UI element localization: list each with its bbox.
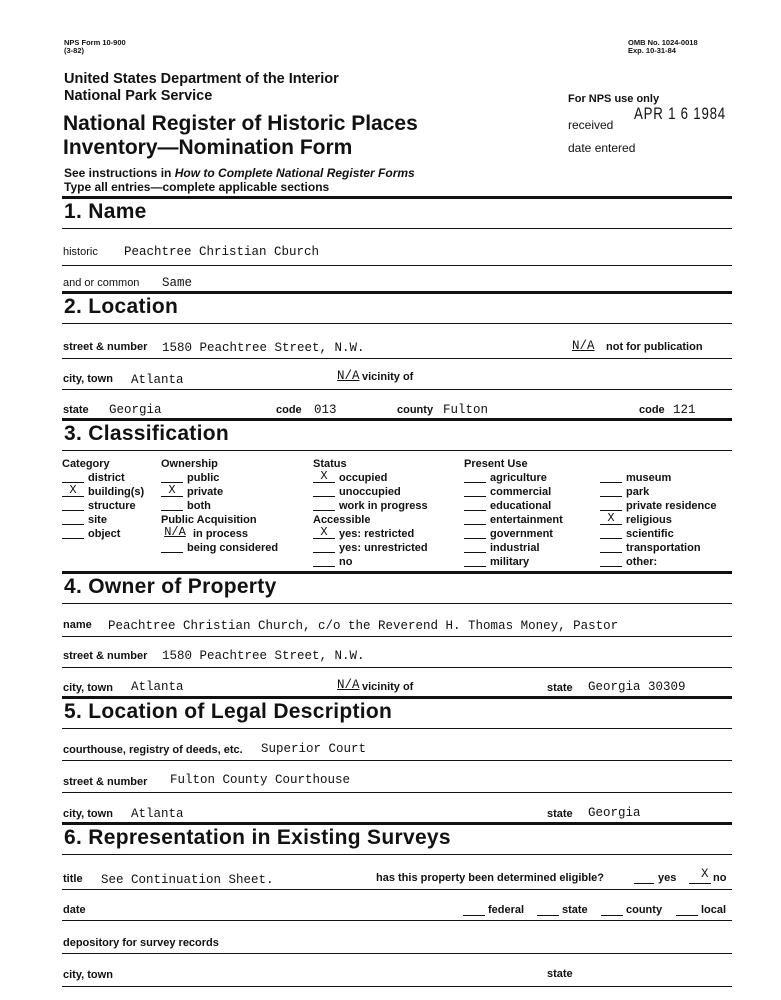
section1-heading-rule [62, 228, 732, 229]
historic-name-value: Peachtree Christian Cburch [124, 245, 320, 259]
option-label: yes: unrestricted [339, 542, 428, 554]
status-heading: Status [313, 458, 347, 470]
classification-option[interactable] [161, 541, 278, 555]
survey-city-rule [62, 986, 732, 987]
ownership-heading: Ownership [161, 458, 218, 470]
depository-label: depository for survey records [63, 937, 219, 949]
common-name-value: Same [162, 276, 193, 290]
classification-option[interactable] [600, 555, 717, 569]
section4-heading: 4. Owner of Property [64, 575, 277, 598]
not-for-publication-value: N/A [572, 339, 595, 353]
nps-use-only-label: For NPS use only [568, 93, 660, 105]
classification-option[interactable] [600, 471, 717, 485]
public-acquisition-heading: Public Acquisition [161, 514, 257, 526]
owner-vicinity-label: vicinity of [362, 681, 414, 693]
location-city-value: Atlanta [131, 373, 184, 387]
owner-name-rule [62, 636, 732, 637]
section5-top-rule [62, 696, 732, 699]
location-street-rule [62, 358, 732, 359]
option-label: park [626, 486, 650, 498]
eligible-no-label: no [713, 872, 727, 884]
location-county-label: county [397, 404, 434, 416]
section1-heading: 1. Name [64, 200, 147, 223]
option-label: government [490, 528, 553, 540]
owner-name-value: Peachtree Christian Church, c/o the Reverend H. Thomas Money, Pastor [108, 619, 619, 633]
option-label: other: [626, 556, 658, 568]
location-county-code-label: code [639, 404, 665, 416]
location-city-label: city, town [63, 373, 113, 385]
legal-state-value: Georgia [588, 806, 641, 820]
classification-option[interactable] [600, 513, 717, 527]
section6-top-rule [62, 822, 732, 825]
location-street-value: 1580 Peachtree Street, N.W. [162, 341, 365, 355]
received-label: received [568, 118, 614, 132]
classification-option[interactable] [313, 485, 428, 499]
section2-heading-rule [62, 323, 732, 324]
classification-option[interactable] [464, 555, 563, 569]
present-use-column [464, 457, 563, 569]
section4-top-rule [62, 571, 732, 574]
owner-state-label: state [547, 682, 573, 694]
checkbox-blank[interactable] [62, 513, 84, 525]
option-label: building(s) [88, 486, 145, 498]
option-label: being considered [187, 542, 279, 554]
survey-title-label: title [63, 873, 83, 885]
present-use-heading: Present Use [464, 458, 528, 470]
form-title-line1: National Register of Historic Places [63, 112, 418, 135]
checkbox-blank[interactable] [600, 555, 622, 567]
section2-top-rule [62, 291, 732, 294]
courthouse-label: courthouse, registry of deeds, etc. [63, 744, 243, 756]
legal-street-label: street & number [63, 776, 148, 788]
option-label: private residence [626, 500, 717, 512]
owner-name-label: name [63, 619, 92, 631]
legal-city-value: Atlanta [131, 807, 184, 821]
courthouse-rule [62, 760, 732, 761]
classification-option[interactable] [600, 485, 717, 499]
instructions-line1 [64, 166, 415, 180]
location-city-rule [62, 389, 732, 390]
owner-street-rule [62, 667, 732, 668]
instructions-reference: How to Complete National Register Forms [174, 166, 415, 180]
checkbox-blank[interactable]: X [62, 485, 84, 497]
local-level-blank[interactable] [676, 915, 698, 916]
option-label: object [88, 528, 121, 540]
checkbox-blank[interactable] [464, 499, 486, 511]
section5-heading: 5. Location of Legal Description [64, 700, 393, 723]
not-for-publication-label: not for publication [606, 341, 703, 353]
form-title-line2: Inventory—Nomination Form [63, 136, 353, 159]
checkbox-blank[interactable] [62, 499, 84, 511]
option-label: educational [490, 500, 552, 512]
classification-option[interactable] [600, 499, 717, 513]
location-county-value: Fulton [443, 403, 489, 417]
checkbox-blank[interactable] [600, 527, 622, 539]
county-level-label: county [626, 904, 663, 916]
option-label: in process [193, 528, 249, 540]
eligible-yes-blank[interactable] [634, 883, 654, 884]
checkbox-blank[interactable] [464, 555, 486, 567]
instructions-line2: Type all entries—complete applicable sections [64, 180, 330, 194]
form-number: NPS Form 10-900 [64, 38, 126, 47]
option-label: religious [626, 514, 672, 526]
checkbox-blank[interactable] [464, 471, 486, 483]
category-column [62, 457, 144, 541]
classification-option[interactable] [161, 499, 278, 513]
option-label: private [187, 486, 224, 498]
present-use-options-1 [464, 471, 563, 569]
legal-city-label: city, town [63, 808, 113, 820]
option-label: transportation [626, 542, 701, 554]
state-level-label: state [562, 904, 588, 916]
classification-option[interactable] [313, 471, 428, 485]
checkbox-blank[interactable] [464, 513, 486, 525]
option-label: structure [88, 500, 136, 512]
classification-option[interactable] [161, 471, 278, 485]
classification-option[interactable] [464, 499, 563, 513]
classification-option[interactable] [600, 527, 717, 541]
legal-state-label: state [547, 808, 573, 820]
option-label: both [187, 500, 211, 512]
checkbox-blank[interactable] [161, 471, 183, 483]
federal-label: federal [488, 904, 525, 916]
option-label: occupied [339, 472, 388, 484]
checkbox-blank[interactable] [313, 555, 335, 567]
state-level-blank[interactable] [537, 915, 559, 916]
date-entered-label: date entered [568, 141, 636, 155]
section3-heading: 3. Classification [64, 422, 229, 445]
checkbox-blank[interactable]: X [313, 527, 335, 539]
checkbox-blank[interactable] [161, 499, 183, 511]
owner-city-label: city, town [63, 682, 113, 694]
classification-option[interactable] [313, 499, 428, 513]
classification-option[interactable] [62, 513, 144, 527]
checkbox-blank[interactable]: X [600, 513, 622, 525]
classification-option[interactable] [62, 499, 144, 513]
classification-option[interactable] [62, 527, 144, 541]
checkbox-blank[interactable] [313, 499, 335, 511]
location-state-value: Georgia [109, 403, 162, 417]
checkbox-blank[interactable] [464, 485, 486, 497]
classification-option[interactable] [464, 541, 563, 555]
present-use-column-2 [600, 471, 717, 569]
section1-top-rule [62, 196, 732, 199]
option-label: military [490, 556, 530, 568]
survey-date-label: date [63, 904, 86, 916]
classification-option[interactable] [161, 527, 278, 541]
survey-title-rule [62, 889, 732, 890]
present-use-options-2 [600, 471, 717, 569]
checkbox-blank[interactable] [600, 471, 622, 483]
status-options [313, 471, 428, 513]
classification-option[interactable] [464, 513, 563, 527]
eligible-no-blank[interactable] [689, 883, 711, 884]
location-vicinity-label: vicinity of [362, 371, 414, 383]
location-code-label: code [276, 404, 302, 416]
survey-state-label: state [547, 968, 573, 980]
section5-heading-rule [62, 728, 732, 729]
depository-rule [62, 953, 732, 954]
department-name: United States Department of the Interior [64, 71, 339, 87]
owner-state-value: Georgia 30309 [588, 680, 686, 694]
option-label: work in progress [339, 500, 428, 512]
accessible-heading: Accessible [313, 514, 371, 526]
option-label: site [88, 514, 107, 526]
common-name-label: and or common [63, 277, 140, 289]
section3-top-rule [62, 418, 732, 421]
checkbox-blank[interactable] [464, 541, 486, 553]
courthouse-value: Superior Court [261, 742, 367, 756]
option-label: no [339, 556, 353, 568]
legal-street-value: Fulton County Courthouse [170, 773, 351, 787]
eligible-no-mark: X [701, 867, 709, 881]
checkbox-blank[interactable] [464, 527, 486, 539]
eligibility-question: has this property been determined eligible? [376, 872, 604, 884]
classification-option[interactable] [464, 485, 563, 499]
checkbox-blank[interactable]: X [161, 485, 183, 497]
section6-heading-rule [62, 854, 732, 855]
omb-number: OMB No. 1024-0018 [628, 38, 698, 47]
owner-street-value: 1580 Peachtree Street, N.W. [162, 649, 365, 663]
survey-date-rule [62, 920, 732, 921]
location-street-label: street & number [63, 341, 148, 353]
checkbox-blank[interactable] [161, 541, 183, 553]
category-heading: Category [62, 458, 110, 470]
option-label: district [88, 472, 125, 484]
location-vicinity-value: N/A [337, 369, 360, 383]
form-revision: (3-82) [64, 46, 85, 55]
eligible-yes-label: yes [658, 872, 677, 884]
owner-street-label: street & number [63, 650, 148, 662]
classification-option[interactable] [313, 527, 428, 541]
classification-option[interactable] [313, 555, 428, 569]
historic-row-rule [62, 265, 732, 266]
classification-option[interactable] [464, 527, 563, 541]
local-level-label: local [701, 904, 727, 916]
checkbox-blank[interactable] [600, 499, 622, 511]
checkbox-blank[interactable] [313, 485, 335, 497]
classification-option[interactable] [600, 541, 717, 555]
location-county-code-value: 121 [673, 403, 696, 417]
omb-expiration: Exp. 10-31-84 [628, 46, 676, 55]
checkbox-blank[interactable] [62, 527, 84, 539]
category-options [62, 471, 144, 541]
instructions-prefix: See instructions in [64, 166, 175, 180]
option-label: yes: restricted [339, 528, 415, 540]
option-label: scientific [626, 528, 674, 540]
classification-option[interactable] [161, 485, 278, 499]
accessible-options [313, 527, 428, 569]
checkbox-blank[interactable] [62, 471, 84, 483]
location-state-label: state [63, 404, 89, 416]
checkbox-blank[interactable] [313, 541, 335, 553]
survey-city-label: city, town [63, 969, 113, 981]
ownership-options [161, 471, 278, 513]
section2-heading: 2. Location [64, 295, 179, 318]
option-label: museum [626, 472, 672, 484]
option-label: agriculture [490, 472, 547, 484]
option-label: industrial [490, 542, 540, 554]
agency-name: National Park Service [64, 88, 213, 104]
checkbox-blank[interactable] [600, 541, 622, 553]
section4-heading-rule [62, 603, 732, 604]
survey-title-value: See Continuation Sheet. [101, 873, 274, 887]
public-acquisition-options [161, 527, 278, 555]
checkbox-blank[interactable] [600, 485, 622, 497]
owner-vicinity-value: N/A [337, 678, 360, 692]
checkbox-blank[interactable]: N/A [164, 525, 186, 539]
section6-heading: 6. Representation in Existing Surveys [64, 826, 451, 849]
classification-option[interactable] [62, 485, 144, 499]
classification-option[interactable] [464, 471, 563, 485]
option-label: unoccupied [339, 486, 401, 498]
county-level-blank[interactable] [601, 915, 623, 916]
ownership-column [161, 457, 278, 555]
legal-street-rule [62, 792, 732, 793]
received-date-stamp: APR 1 6 1984 [634, 104, 726, 123]
location-code-value: 013 [314, 403, 337, 417]
historic-name-label: historic [63, 246, 98, 258]
option-label: commercial [490, 486, 552, 498]
status-column [313, 457, 428, 569]
classification-option[interactable] [313, 541, 428, 555]
option-label: public [187, 472, 220, 484]
owner-city-value: Atlanta [131, 680, 184, 694]
option-label: entertainment [490, 514, 563, 526]
federal-blank[interactable] [463, 915, 485, 916]
checkbox-blank[interactable]: X [313, 471, 335, 483]
section3-heading-rule [62, 450, 732, 451]
